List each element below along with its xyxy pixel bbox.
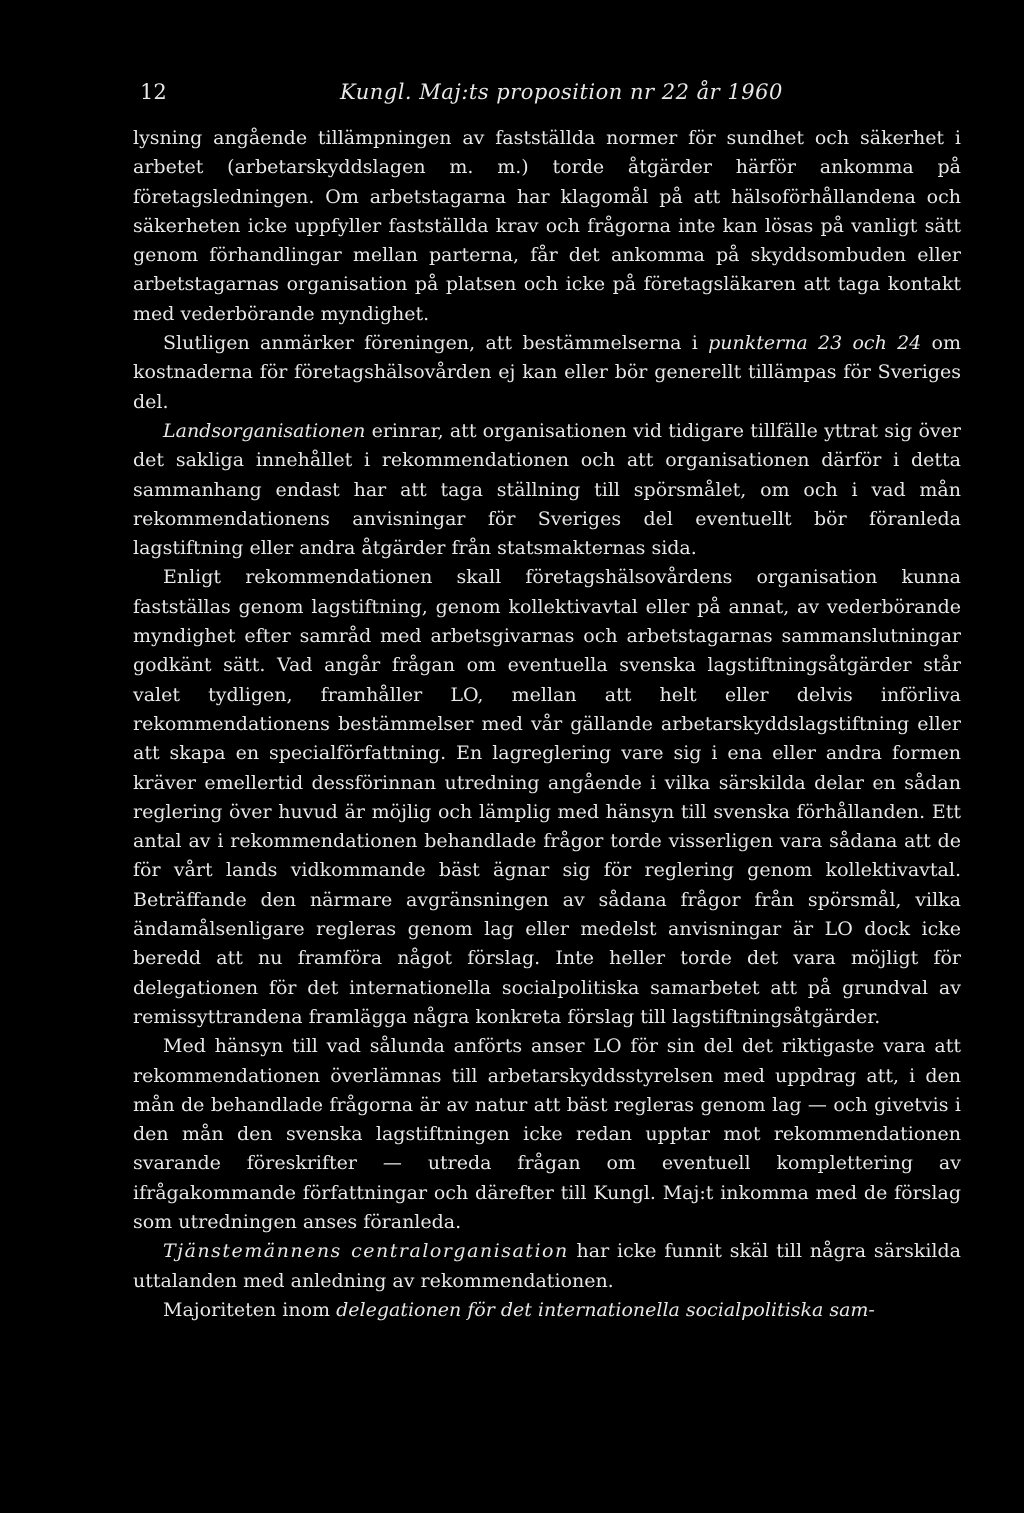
paragraph-text: erinrar, att organisationen vid tidigare tillfälle yttrat sig över det sakliga innehållet i rekommendationen och att organisationen därför i detta sammanhang endast har att taga ställning till spörsmålet, om och i vad mån rekommendationens anvisningar för Sveriges del eventuellt bör föranleda lagstiftning eller andra åtgärder från statsmakternas sida. — [133, 419, 961, 560]
paragraph — [133, 124, 961, 329]
paragraph-text: har icke funnit skäl till några särskilda uttalanden med anledning av rekommendationen. — [133, 1240, 961, 1292]
page-header — [140, 80, 940, 114]
paragraph-text: Med hänsyn till vad sålunda anförts anser LO för sin del det riktigaste vara att rekommendationen överlämnas till arbetarskyddsstyrelsen med uppdrag att, i den mån de behandlade frågorna är av natur att bäst regleras genom lag — och givetvis i den mån den svenska lagstiftningen icke redan upptar mot rekommendationen svarande föreskrifter — utreda frågan om eventuell komplettering av ifrågakommande författningar och därefter till Kungl. Maj:t inkomma med de förslag som utredningen anses föranleda. — [133, 1035, 961, 1233]
paragraph — [133, 1296, 961, 1325]
running-title: Kungl. Maj:ts proposition nr 22 år 1960 — [340, 80, 783, 104]
paragraph-emphasis: Landsorganisationen — [163, 419, 366, 442]
paragraph-emphasis: punkterna 23 och 24 — [708, 332, 922, 355]
paragraph-emphasis: delegationen för det internationella socialpolitiska sam- — [336, 1298, 875, 1321]
paragraph-lead: Slutligen anmärker föreningen, att bestämmelserna i — [163, 332, 709, 355]
paragraph — [133, 417, 961, 563]
page-number: 12 — [140, 80, 167, 104]
paragraph — [133, 329, 961, 417]
paragraph-emphasis: Tjänstemännens centralorganisation — [163, 1240, 569, 1263]
paragraph-text: Enligt rekommendationen skall företagshälsovårdens organisation kunna fastställas genom lagstiftning, genom kollektivavtal eller på annat, av vederbörande myndighet efter samråd med arbetsgivarnas och arbetstagarnas sammanslutningar godkänt sätt. Vad angår frågan om eventuella svenska lagstiftningsåtgärder står valet tydligen, framhåller LO, mellan att helt eller delvis införliva rekommendationens bestämmelser med vår gällande arbetarskyddslagstiftning eller att skapa en specialförfattning. En lagreglering vare sig i ena eller andra formen kräver emellertid dessförinnan utredning angående i vilka särskilda delar en sådan reglering över huvud är möjlig och lämplig med hänsyn till svenska förhållanden. Ett antal av i rekommendationen behandlade frågor torde visserligen vara sådana att de för vårt lands vidkommande bäst ägnar sig för reglering genom kollektivavtal. Beträffande den närmare avgränsningen av sådana frågor från spörsmål, vilka ändamålsenligare regleras genom lag eller medelst anvisningar är LO dock icke beredd att nu framföra något förslag. Inte heller torde det vara möjligt för delegationen för det internationella socialpolitiska samarbetet att på grundval av remissyttrandena framlägga några konkreta förslag till lagstiftningsåtgärder. — [133, 566, 961, 1028]
paragraph — [133, 1032, 961, 1237]
paragraph — [133, 1237, 961, 1296]
paragraph — [133, 563, 961, 1032]
paragraph-text: lysning angående tillämpningen av fastställda normer för sundhet och säkerhet i arbetet (arbetarskyddslagen m. m.) torde åtgärder härför ankomma på företagsledningen. Om arbetstagarna har klagomål på att hälsoförhållandena och säkerheten icke uppfyller fastställda krav och frågorna inte kan lösas på vanligt sätt genom förhandlingar mellan parterna, får det ankomma på skyddsombuden eller arbetstagarnas organisation på platsen och icke på företagsläkaren att taga kontakt med vederbörande myndighet. — [133, 127, 961, 325]
paragraph-text: om kostnaderna för företagshälsovården ej kan eller bör generellt tillämpas för Sveriges del. — [133, 332, 961, 413]
body-text — [133, 124, 961, 1325]
paragraph-lead: Majoriteten inom — [163, 1298, 337, 1321]
